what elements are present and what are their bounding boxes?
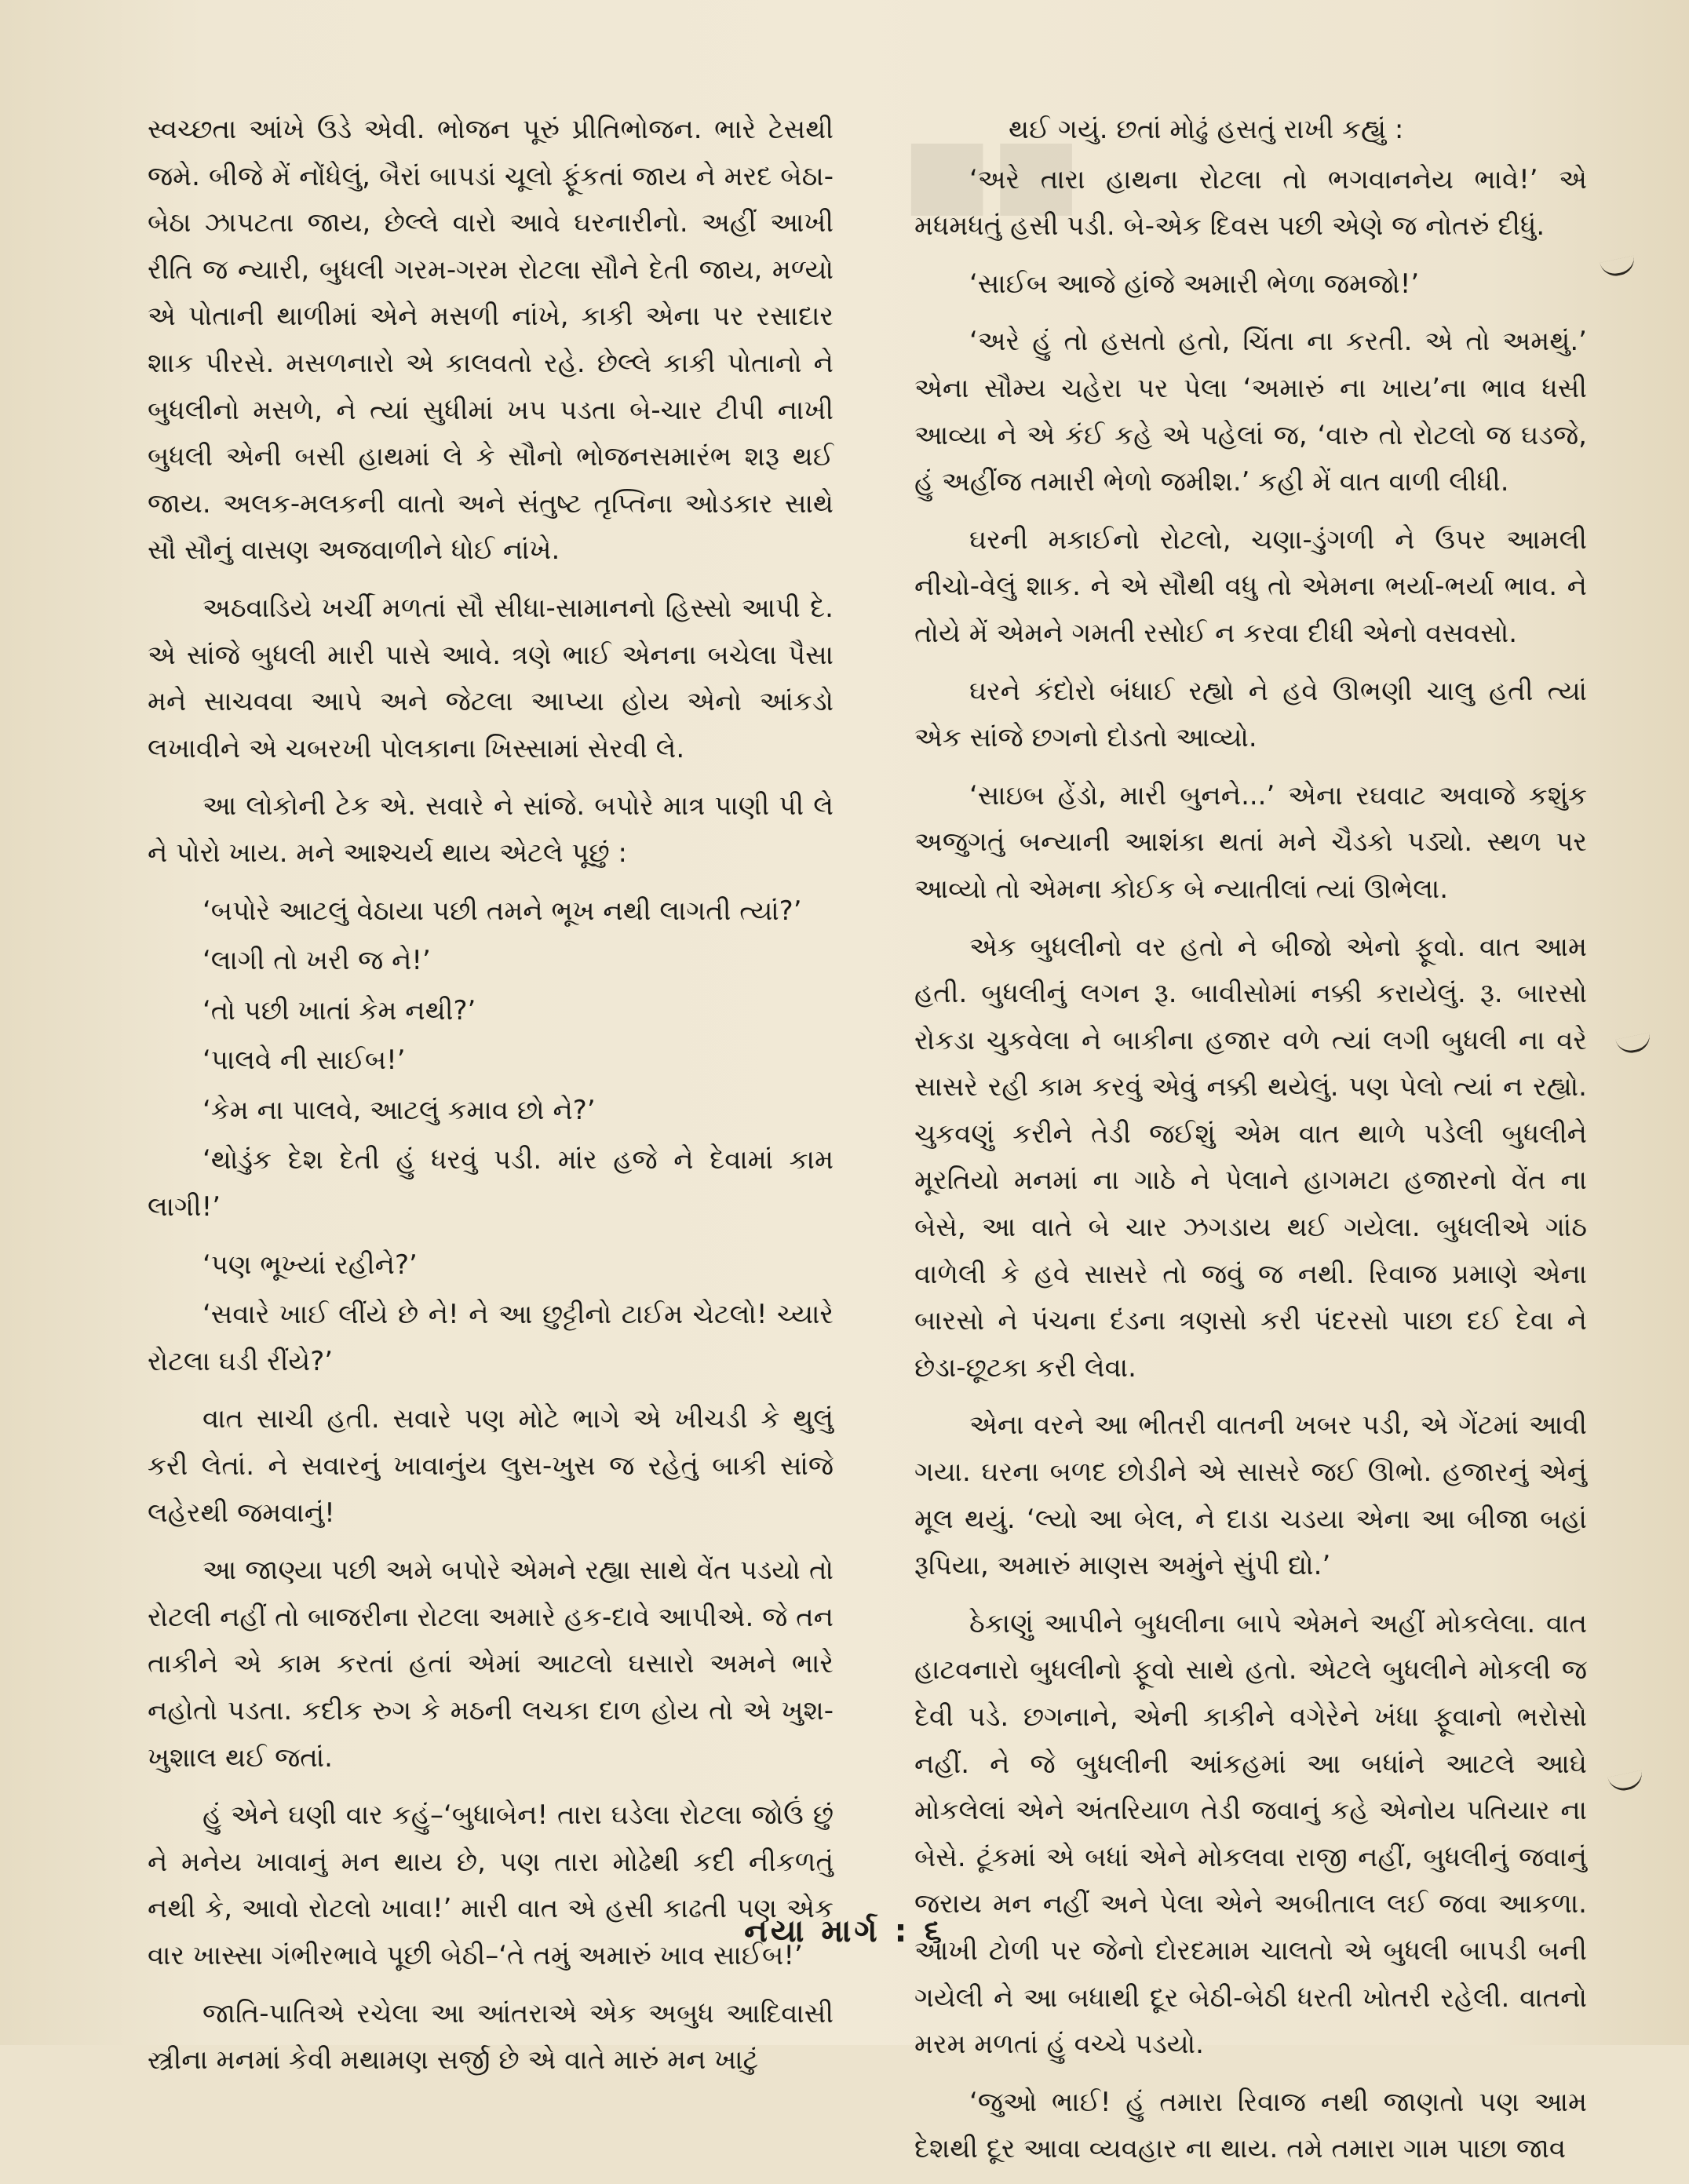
- paragraph: આ જાણ્યા પછી અમે બપોરે એમને રહ્યા સાથે વેંત પડયો તો રોટલી નહીં તો બાજરીના રોટલા અમારે હક-દાવે આપીએ. જે તન તાકીને એ કામ કરતાં હતાં એમાં આટલો ઘસારો અમને ભારે નહોતો પડતા. કદીક રુગ કે મઠની લચકા દાળ હોય તો એ ખુશ-ખુશાલ થઈ જતાં.: [148, 1555, 834, 1774]
- page-footer: નયા માર્ગ : ૬: [744, 1913, 945, 1949]
- paragraph: આ લોકોની ટેક એ. સવારે ને સાંજે. બપોરે માત્ર પાણી પી લે ને પોરો ખાય. મને આશ્ચર્ય થાય એટલે પૂછું :: [148, 790, 834, 869]
- paragraph: ઘરની મકાઈનો રોટલો, ચણા-ડુંગળી ને ઉપર આમલી નીચો-વેલું શાક. ને એ સૌથી વધુ તો એમના ભર્યા-ભર્યા ભાવ. ને તોયે મેં એમને ગમતી રસોઈ ન કરવા દીધી એનો વસવસો.: [914, 523, 1587, 649]
- dialogue-line: ‘પણ ભૂખ્યાં રહીને?’: [202, 1249, 418, 1281]
- dialogue-line: ‘તો પછી ખાતાં કેમ નથી?’: [202, 994, 476, 1026]
- show-through-print: ■■: [903, 118, 1081, 227]
- paragraph: અઠવાડિયે ખર્ચી મળતાં સૌ સીધા-સામાનનો હિસ્સો આપી દે. એ સાંજે બુધલી મારી પાસે આવે. ત્રણે ભાઈ એનના બચેલા પૈસા મને સાચવવા આપે અને જેટલા આપ્યા હોય એનો આંકડો લખાવીને એ ચબરખી પોલકાના ખિસ્સામાં સેરવી લે.: [148, 592, 834, 764]
- right-text-column: [914, 107, 1587, 2184]
- paragraph: ‘અરે હું તો હસતો હતો, ચિંતા ના કરતી. એ તો અમથું.’ એના સૌમ્ય ચહેરા પર પેલા ‘અમારું ના ખાય’ના ભાવ ધસી આવ્યા ને એ કંઈ કહે એ પહેલાં જ, ‘વારુ તો રોટલો જ ઘડજે, હું અહીંજ તમારી ભેળો જમીશ.’ કહી મેં વાત વાળી લીધી.: [914, 326, 1587, 498]
- paragraph: ‘સાઇબ હેંડો, મારી બુનને...’ એના રઘવાટ અવાજે કશુંક અજુગતું બન્યાની આશંકા થતાં મને ચૈડકો પડ્યો. સ્થળ પર આવ્યો તો એમના કોઈક બે ન્યાતીલાં ત્યાં ઊભેલા.: [914, 779, 1587, 905]
- dialogue-line: ‘લાગી તો ખરી જ ને!’: [202, 945, 431, 977]
- paragraph: ‘જુઓ ભાઈ! હું તમારા રિવાજ નથી જાણતો પણ આમ દેશથી દૂર આવા વ્યવહાર ના થાય. તમે તમારા ગામ પાછા જાવ: [914, 2086, 1587, 2165]
- dialogue-line: ‘સાઈબ આજે હાંજે અમારી ભેળા જમજો!’: [969, 268, 1420, 300]
- paragraph: થઈ ગયું. છતાં મોઢું હસતું રાખી કહ્યું :: [1009, 114, 1404, 145]
- dialogue-line: ‘સવારે ખાઈ લીંયે છે ને! ને આ છુટ્ટીનો ટાઈમ ચેટલો! ચ્યારે રોટલા ઘડી રીંયે?’: [148, 1299, 834, 1377]
- left-text-column: [148, 107, 834, 2095]
- paragraph: હું એને ઘણી વાર કહું–‘બુધાબેન! તારા ઘડેલા રોટલા જોઉં છું ને મનેય ખાવાનું મન થાય છે, પણ તારા મોઢેથી કદી નીકળતું નથી કે, આવો રોટલો ખાવા!’ મારી વાત એ હસી કાઢતી પણ એક વાર ખાસ્સા ગંભીરભાવે પૂછી બેઠી–‘તે તમું અમારું ખાવ સાઈબ!’: [148, 1799, 834, 1971]
- paragraph: જાતિ-પાતિએ રચેલા આ આંતરાએ એક અબુધ આદિવાસી સ્ત્રીના મનમાં કેવી મથામણ સર્જી છે એ વાતે મારું મન ખાટું: [148, 1997, 834, 2076]
- paragraph: વાત સાચી હતી. સવારે પણ મોટે ભાગે એ ખીચડી કે થુલું કરી લેતાં. ને સવારનું ખાવાનુંય લુસ-ખુસ જ રહેતું બાકી સાંજે લહેરથી જમવાનું!: [148, 1403, 834, 1529]
- dialogue-line: ‘કેમ ના પાલવે, આટલું કમાવ છો ને?’: [202, 1094, 596, 1126]
- dialogue-line: ‘અરે તારા હાથના રોટલા તો ભગવાનનેય ભાવે!’ એ મધમધતું હસી પડી. બે-એક દિવસ પછી એણે જ નોતરું દીધું.: [914, 163, 1587, 242]
- dialogue-line: ‘થોડુંક દેશ દેતી હું ધરવું પડી. માંર હજે ને દેવામાં કામ લાગી!’: [148, 1144, 834, 1223]
- dialogue-line: ‘બપોરે આટલું વેઠાયા પછી તમને ભૂખ નથી લાગતી ત્યાં?’: [202, 895, 802, 927]
- paragraph: ઠેકાણું આપીને બુધલીના બાપે એમને અહીં મોકલેલા. વાત હાટવનારો બુધલીનો ફૂવો સાથે હતો. એટલે બુધલીને મોકલી જ દેવી પડે. છગનાને, એની કાકીને વગેરેને ખંધા ફૂવાનો ભરોસો નહીં. ને જે બુધલીની આંકહમાં આ બધાંને આટલે આઘે મોકલેલાં એને અંતરિયાળ તેડી જવાનું કહે એનોય પતિયાર ના બેસે. ટૂંકમાં એ બધાં એને મોકલવા રાજી નહીં, બુધલીનું જવાનું જરાય મન નહીં અને પેલા એને અબીતાલ લઈ જવા આકળા. આખી ટોળી પર જેનો દોરદમામ ચાલતો એ બુધલી બાપડી બની ગયેલી ને આ બધાથી દૂર બેઠી-બેઠી ધરતી ખોતરી રહેલી. વાતનો મરમ મળતાં હું વચ્ચે પડયો.: [914, 1607, 1587, 2061]
- dialogue-line: ‘પાલવે ની સાઈબ!’: [202, 1045, 406, 1077]
- paragraph: એના વરને આ ભીતરી વાતની ખબર પડી, એ ગેંટમાં આવી ગયા. ઘરના બળદ છોડીને એ સાસરે જઈ ઊભો. હજારનું એનું મૂલ થયું. ‘લ્યો આ બેલ, ને દાડા ચડયા એના આ બીજા બહાં રૂપિયા, અમારું માણસ અમુંને સુંપી દ્યો.’: [914, 1409, 1587, 1582]
- paragraph: ઘરને કંદોરો બંધાઈ રહ્યો ને હવે ઊભણી ચાલુ હતી ત્યાં એક સાંજે છગનો દોડતો આવ્યો.: [914, 675, 1587, 754]
- paragraph: એક બુધલીનો વર હતો ને બીજો એનો ફૂવો. વાત આમ હતી. બુધલીનું લગન રૂ. બાવીસોમાં નક્કી કરાયેલું. રૂ. બારસો રોકડા ચુકવેલા ને બાકીના હજાર વળે ત્યાં લગી બુધલી ના વરે સાસરે રહી કામ કરવું એવું નક્કી થયેલું. પણ પેલો ત્યાં ન રહ્યો. ચુકવણું કરીને તેડી જઈશું એમ વાત થાળે પડેલી બુધલીને મૂરતિયો મનમાં ના ગાઠે ને પેલાને હાગમટા હજારનો વેંત ના બેસે, આ વાતે બે ચાર ઝગડાય થઈ ગયેલા. બુધલીએ ગાંઠ વાળેલી કે હવે સાસરે તો જવું જ નથી. રિવાજ પ્રમાણે એના બારસો ને પંચના દંડના ત્રણસો કરી પંદરસો પાછા દઈ દેવા ને છેડા-છૂટકા કરી લેવા.: [914, 931, 1587, 1384]
- paragraph: સ્વચ્છતા આંખે ઉડે એવી. ભોજન પૂરું પ્રીતિભોજન. ભારે ટેસથી જમે. બીજે મેં નોંધેલું, બૈરાં બાપડાં ચૂલો ફૂંકતાં જાય ને મરદ બેઠા-બેઠા ઝાપટતા જાય, છેલ્લે વારો આવે ઘરનારીનો. અહીં આખી રીતિ જ ન્યારી, બુધલી ગરમ-ગરમ રોટલા સૌને દેતી જાય, મળ્યો એ પોતાની થાળીમાં એને મસળી નાંખે, કાકી એના પર રસાદાર શાક પીરસે. મસળનારો એ કાલવતો રહે. છેલ્લે કાકી પોતાનો ને બુધલીનો મસળે, ને ત્યાં સુધીમાં ખપ પડતા બે-ચાર ટીપી નાખી બુધલી એની બસી હાથમાં લે કે સૌનો ભોજનસમારંભ શરૂ થઈ જાય. અલક-મલકની વાતો અને સંતુષ્ટ તૃપ્તિના ઓડકાર સાથે સૌ સૌનું વાસણ અજવાળીને ધોઈ નાંખે.: [148, 114, 834, 567]
